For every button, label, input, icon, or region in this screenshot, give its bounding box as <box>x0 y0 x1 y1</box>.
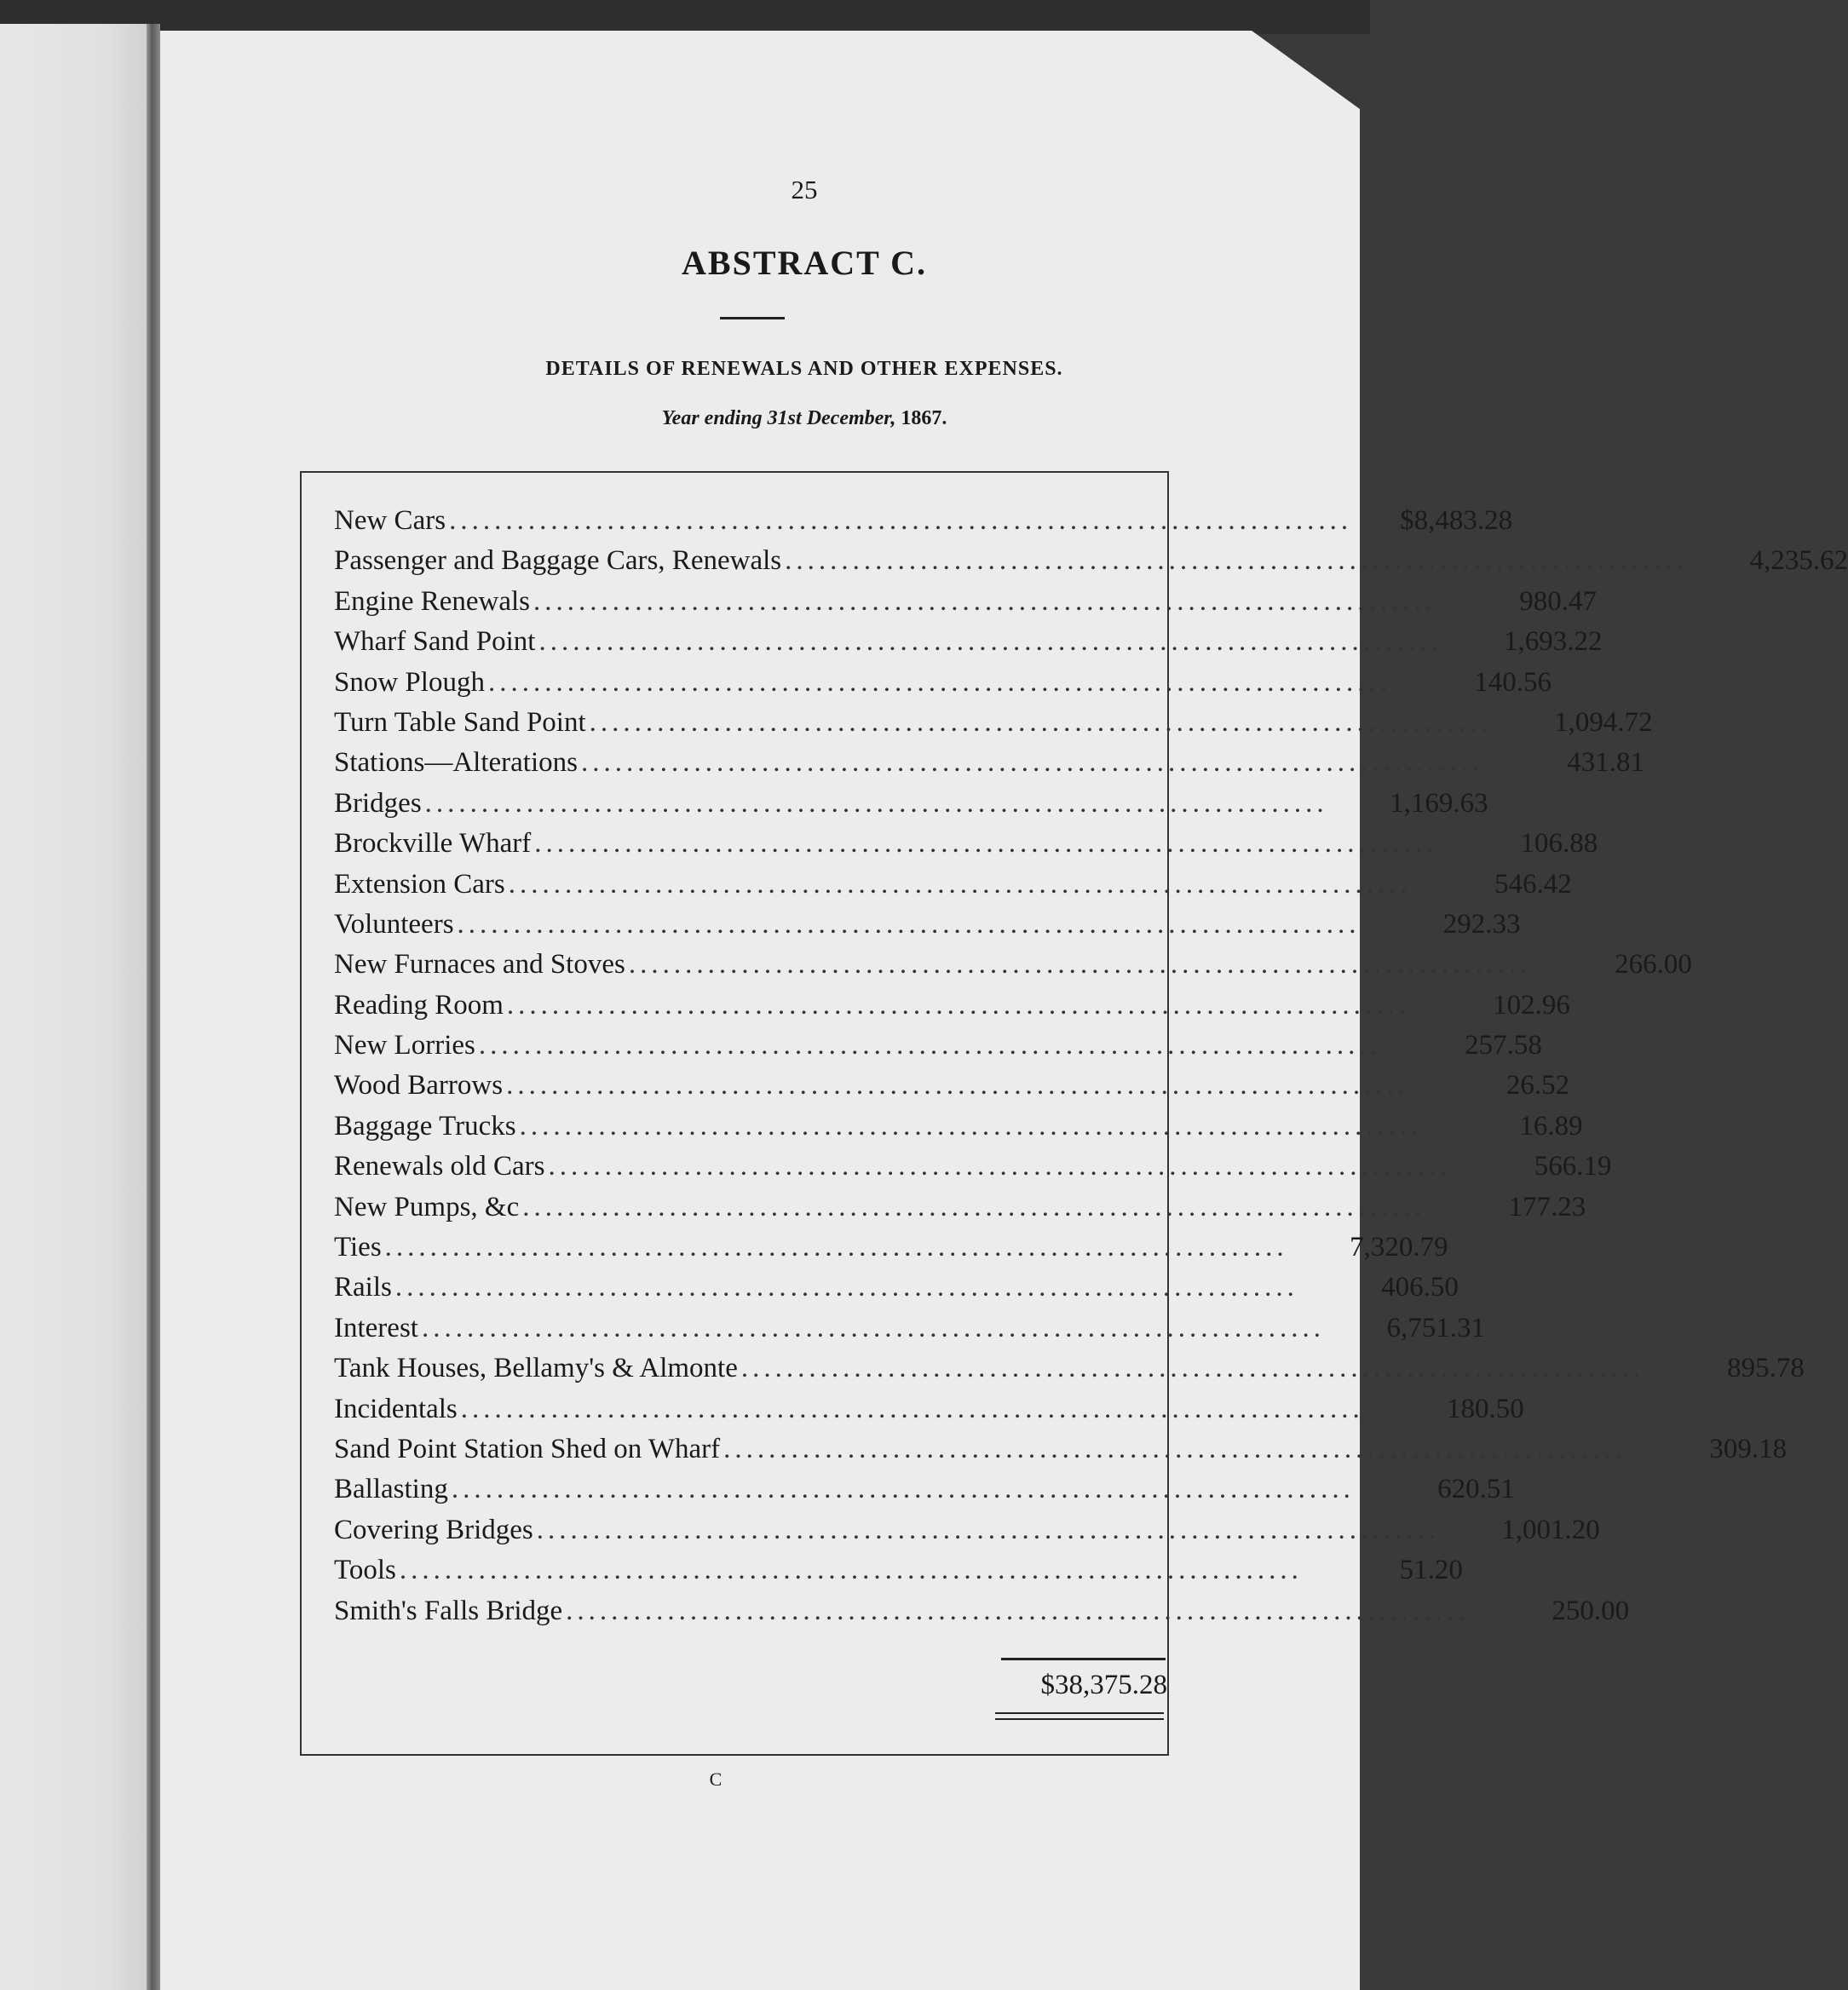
expense-label: Wharf Sand Point <box>334 626 536 658</box>
expense-label: Engine Renewals <box>334 585 531 617</box>
expense-label: Reading Room <box>334 989 504 1021</box>
expense-label: Incidentals <box>334 1393 458 1424</box>
expense-label: New Pumps, &c <box>334 1191 520 1222</box>
expense-row <box>334 1107 1583 1147</box>
leader-dots: ................................................................................ <box>457 908 1361 940</box>
expense-row <box>334 986 1570 1026</box>
expense-amount: 1,169.63 <box>1390 787 1488 819</box>
leader-dots: ................................................................................ <box>451 1474 1355 1505</box>
expense-row <box>334 824 1598 864</box>
expense-amount: 102.96 <box>1493 989 1570 1021</box>
leader-dots: ................................................................................ <box>533 585 1437 617</box>
expense-row <box>334 582 1598 622</box>
expense-amount: 257.58 <box>1465 1030 1542 1061</box>
expense-amount: 51.20 <box>1399 1555 1463 1586</box>
leader-dots: ................................................................................ <box>628 949 1532 981</box>
expense-row <box>334 1389 1524 1429</box>
expense-amount: 895.78 <box>1727 1353 1805 1384</box>
title-rule <box>720 317 785 319</box>
expense-label: Brockville Wharf <box>334 828 532 860</box>
page-subtitle: DETAILS OF RENEWALS AND OTHER EXPENSES. <box>545 358 1063 380</box>
expense-label: Rails <box>334 1272 392 1303</box>
expense-amount: 140.56 <box>1474 666 1552 698</box>
leader-dots: ................................................................................ <box>522 1191 1426 1222</box>
leader-dots: ................................................................................ <box>394 1272 1298 1303</box>
expense-list <box>334 501 1848 1631</box>
scan-top-band <box>0 0 1370 34</box>
expense-label: Tank Houses, Bellamy's & Almonte <box>334 1353 738 1384</box>
expense-amount: 1,094.72 <box>1554 706 1653 738</box>
expense-amount: 1,693.22 <box>1503 626 1603 658</box>
total-rule <box>1001 1658 1166 1660</box>
expense-label: Volunteers <box>334 908 454 940</box>
expense-row <box>334 743 1644 783</box>
expense-label: New Lorries <box>334 1030 475 1061</box>
leader-dots: ................................................................................ <box>723 1433 1627 1464</box>
expense-label: Ties <box>334 1232 382 1263</box>
leader-dots: ................................................................................ <box>449 505 1353 536</box>
expense-label: Turn Table Sand Point <box>334 706 586 738</box>
expense-row <box>334 622 1603 662</box>
expense-label: Interest <box>334 1312 418 1343</box>
expense-amount: 546.42 <box>1494 868 1572 900</box>
expense-amount: 292.33 <box>1442 908 1521 940</box>
leader-dots: ................................................................................ <box>506 989 1410 1021</box>
leader-dots: ................................................................................ <box>487 666 1391 698</box>
leader-dots: ................................................................................ <box>580 747 1484 779</box>
expense-label: Covering Bridges <box>334 1514 533 1545</box>
expense-row <box>334 1147 1612 1187</box>
expense-label: Tools <box>334 1555 396 1586</box>
expense-row <box>334 1066 1570 1106</box>
leader-dots: ................................................................................ <box>548 1151 1452 1182</box>
expense-amount: 406.50 <box>1381 1272 1459 1303</box>
expense-label: New Cars <box>334 505 446 536</box>
expense-amount: 980.47 <box>1519 585 1598 617</box>
signature-mark: C <box>709 1769 723 1790</box>
expense-amount: 250.00 <box>1552 1595 1630 1626</box>
expense-amount: 566.19 <box>1534 1151 1612 1182</box>
year-line <box>239 407 1370 430</box>
expense-amount: 106.88 <box>1520 828 1598 860</box>
expense-row <box>334 865 1572 905</box>
leader-dots: ................................................................................ <box>534 828 1438 860</box>
leader-dots: ................................................................................ <box>424 787 1328 819</box>
leader-dots: ................................................................................ <box>460 1393 1364 1424</box>
leader-dots: ................................................................................ <box>740 1353 1644 1384</box>
expense-label: Passenger and Baggage Cars, Renewals <box>334 545 782 577</box>
expense-amount: 180.50 <box>1447 1393 1524 1424</box>
expense-amount: 1,001.20 <box>1501 1514 1600 1545</box>
expense-label: Bridges <box>334 787 422 819</box>
expense-label: Baggage Trucks <box>334 1110 516 1142</box>
expense-row <box>334 1429 1788 1469</box>
expense-row <box>334 784 1488 824</box>
expense-row <box>334 1026 1542 1066</box>
facing-page <box>0 24 152 1990</box>
year-value: 1867. <box>901 407 947 429</box>
expense-amount: 431.81 <box>1567 747 1644 779</box>
total-double-underline <box>995 1718 1164 1720</box>
expense-label: Sand Point Station Shed on Wharf <box>334 1433 721 1464</box>
book-gutter <box>147 24 160 1990</box>
year-prefix: Year ending 31st December, <box>661 407 896 429</box>
expense-row <box>334 1308 1485 1349</box>
leader-dots: ................................................................................ <box>384 1232 1288 1263</box>
expense-label: Extension Cars <box>334 868 505 900</box>
leader-dots: ................................................................................ <box>566 1595 1470 1626</box>
expense-row <box>334 1268 1459 1308</box>
expense-label: Ballasting <box>334 1474 448 1505</box>
expense-amount: 6,751.31 <box>1386 1312 1485 1343</box>
expense-row <box>334 663 1552 703</box>
expense-amount: 26.52 <box>1505 1070 1570 1101</box>
expense-amount: 177.23 <box>1508 1191 1586 1222</box>
leader-dots: ................................................................................ <box>399 1555 1303 1586</box>
expense-row <box>334 945 1692 985</box>
expense-row <box>334 1469 1515 1510</box>
expense-label: Wood Barrows <box>334 1070 504 1101</box>
expense-row <box>334 541 1848 581</box>
total-double-underline <box>995 1712 1164 1714</box>
expense-label: Stations—Alterations <box>334 747 578 779</box>
expense-label: Snow Plough <box>334 666 485 698</box>
expense-total: $38,375.28 <box>1040 1670 1167 1700</box>
expense-amount: 620.51 <box>1437 1474 1515 1505</box>
leader-dots: ................................................................................ <box>421 1312 1325 1343</box>
page-title: ABSTRACT C. <box>682 244 927 282</box>
expense-amount: 266.00 <box>1615 949 1692 981</box>
expense-label: New Furnaces and Stoves <box>334 949 625 981</box>
expense-row <box>334 1591 1630 1631</box>
expense-amount: 16.89 <box>1519 1110 1583 1142</box>
expense-amount: 7,320.79 <box>1350 1232 1448 1263</box>
leader-dots: ................................................................................ <box>519 1110 1423 1142</box>
expense-row <box>334 501 1513 541</box>
expense-row <box>334 905 1521 945</box>
leader-dots: ................................................................................ <box>508 868 1412 900</box>
leader-dots: ................................................................................ <box>538 626 1442 658</box>
expense-amount: 4,235.62 <box>1749 545 1848 577</box>
expense-label: Smith's Falls Bridge <box>334 1595 563 1626</box>
page-number: 25 <box>791 175 818 204</box>
leader-dots: ................................................................................ <box>478 1030 1382 1061</box>
expense-row <box>334 703 1653 743</box>
leader-dots: ................................................................................ <box>589 706 1493 738</box>
expense-row <box>334 1550 1463 1590</box>
expense-amount: $8,483.28 <box>1400 505 1513 536</box>
leader-dots: ................................................................................ <box>536 1514 1440 1545</box>
expense-label: Renewals old Cars <box>334 1151 545 1182</box>
expense-row <box>334 1510 1600 1550</box>
leader-dots: ................................................................................ <box>785 545 1689 577</box>
leader-dots: ................................................................................ <box>506 1070 1410 1101</box>
expense-row <box>334 1188 1586 1228</box>
expense-amount: 309.18 <box>1709 1433 1788 1464</box>
expense-row <box>334 1228 1448 1268</box>
expense-row <box>334 1349 1805 1389</box>
